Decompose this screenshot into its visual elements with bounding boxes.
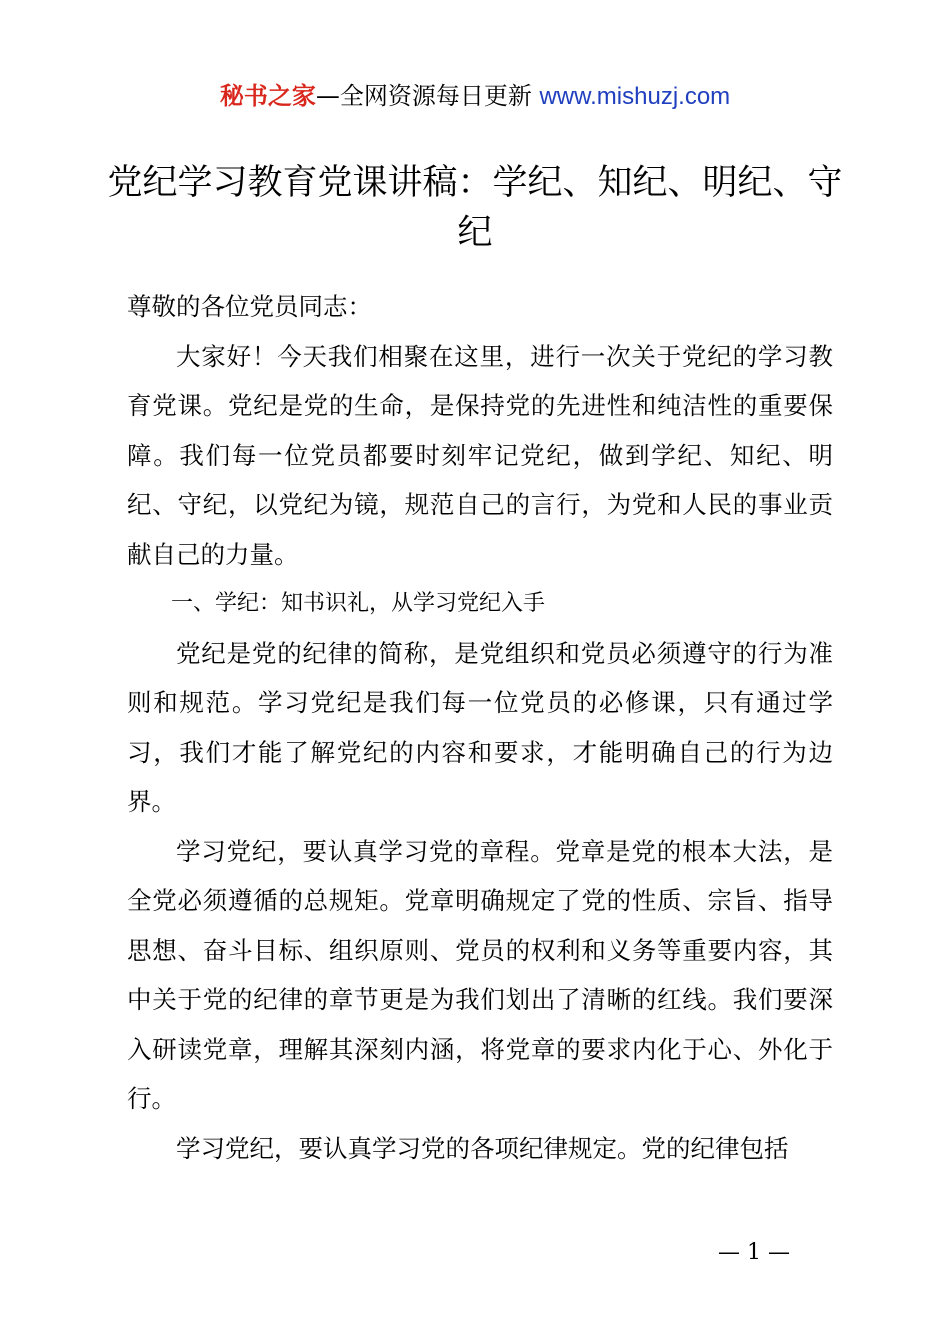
section-heading: 一、学纪：知书识礼，从学习党纪入手	[171, 591, 546, 616]
salutation: 尊敬的各位党员同志：	[127, 292, 372, 321]
body-paragraph: 党纪是党的纪律的简称，是党组织和党员必须遵守的行为准则和规范。学习党纪是我们每一位党员的必修课，只有通过学习，我们才能了解党纪的内容和要求，才能明确自己的行为边界。	[127, 638, 833, 816]
body-paragraph: 学习党纪，要认真学习党的章程。党章是党的根本大法，是全党必须遵循的总规矩。党章明确规定了党的性质、宗旨、指导思想、奋斗目标、组织原则、党员的权利和义务等重要内容，其中关于党的纪律的章节更是为我们划出了清晰的红线。我们要深入研读党章，理解其深刻内涵，将党章的要求内化于心、外化于行。	[127, 836, 833, 1113]
page-number: — 1 —	[718, 1240, 790, 1265]
body-paragraph: 学习党纪，要认真学习党的各项纪律规定。党的纪律包括	[176, 1133, 789, 1163]
site-url-link[interactable]: www.mishuzj.com	[539, 83, 731, 110]
body-paragraph: 大家好！今天我们相聚在这里，进行一次关于党纪的学习教育党课。党纪是党的生命，是保持党的先进性和纯洁性的重要保障。我们每一位党员都要时刻牢记党纪，做到学纪、知纪、明纪、守纪，以党纪为镜，规范自己的言行，为党和人民的事业贡献自己的力量。	[127, 341, 833, 569]
site-header	[0, 80, 950, 113]
document-title: 党纪学习教育党课讲稿：学纪、知纪、明纪、守纪	[107, 163, 843, 253]
header-tagline: —全网资源每日更新	[315, 82, 540, 110]
brand-name: 秘书之家	[219, 82, 316, 110]
document-body	[127, 282, 833, 1173]
